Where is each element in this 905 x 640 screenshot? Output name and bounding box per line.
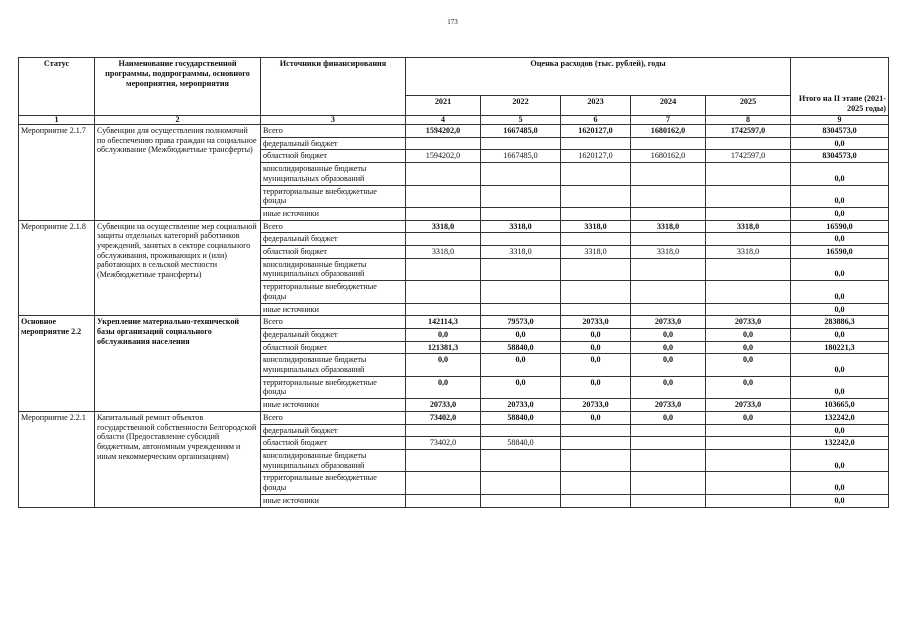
year-value-cell <box>706 137 791 150</box>
year-value-cell <box>481 163 561 185</box>
status-cell: Мероприятие 2.1.7 <box>19 125 95 221</box>
year-value-cell: 1667485,0 <box>481 125 561 138</box>
funding-source-cell: областной бюджет <box>261 150 406 163</box>
year-value-cell: 3318,0 <box>406 220 481 233</box>
status-cell: Мероприятие 2.1.8 <box>19 220 95 316</box>
year-value-cell <box>406 424 481 437</box>
year-value-cell <box>561 472 631 494</box>
year-value-cell: 1620127,0 <box>561 125 631 138</box>
year-value-cell: 3318,0 <box>561 246 631 259</box>
year-value-cell <box>406 281 481 303</box>
total-value-cell: 0,0 <box>791 233 889 246</box>
total-value-cell: 0,0 <box>791 354 889 376</box>
year-value-cell <box>481 233 561 246</box>
year-value-cell <box>706 207 791 220</box>
year-value-cell: 1742597,0 <box>706 150 791 163</box>
activity-name-cell: Субвенции на осуществление мер социальной защиты отдельных категорий работников учреждений, занятых в секторе социального обслуживания, проживающих и (или) работающих в сельской местности (Межбюджетные трансферты) <box>95 220 261 316</box>
total-value-cell: 8304573,0 <box>791 150 889 163</box>
year-value-cell: 1680162,0 <box>631 125 706 138</box>
year-value-cell: 1620127,0 <box>561 150 631 163</box>
year-value-cell: 0,0 <box>706 376 791 398</box>
year-value-cell: 20733,0 <box>631 399 706 412</box>
year-value-cell: 0,0 <box>406 354 481 376</box>
year-value-cell: 0,0 <box>561 341 631 354</box>
year-value-cell: 0,0 <box>406 328 481 341</box>
year-value-cell: 0,0 <box>706 328 791 341</box>
year-value-cell <box>631 163 706 185</box>
year-value-cell <box>631 207 706 220</box>
year-value-cell <box>706 449 791 471</box>
year-value-cell <box>631 437 706 450</box>
header-year: 2021 <box>406 96 481 116</box>
year-value-cell <box>406 207 481 220</box>
year-value-cell: 20733,0 <box>706 316 791 329</box>
year-value-cell <box>706 494 791 507</box>
col-number: 8 <box>706 116 791 125</box>
header-total: Итого на II этапе (2021-2025 годы) <box>791 58 889 116</box>
total-value-cell: 0,0 <box>791 303 889 316</box>
year-value-cell <box>561 137 631 150</box>
year-value-cell: 20733,0 <box>561 316 631 329</box>
total-value-cell: 132242,0 <box>791 411 889 424</box>
year-value-cell <box>631 233 706 246</box>
column-number-row <box>19 116 889 125</box>
year-value-cell <box>481 449 561 471</box>
funding-source-cell: областной бюджет <box>261 341 406 354</box>
year-value-cell: 0,0 <box>561 376 631 398</box>
year-value-cell <box>561 437 631 450</box>
col-number: 2 <box>95 116 261 125</box>
year-value-cell: 20733,0 <box>481 399 561 412</box>
year-value-cell <box>561 424 631 437</box>
year-value-cell <box>631 258 706 280</box>
year-value-cell <box>561 281 631 303</box>
year-value-cell: 20733,0 <box>706 399 791 412</box>
year-value-cell <box>561 207 631 220</box>
year-value-cell: 0,0 <box>706 411 791 424</box>
header-sources: Источники финансирования <box>261 58 406 116</box>
year-value-cell: 79573,0 <box>481 316 561 329</box>
budget-table <box>18 57 889 508</box>
header-year: 2022 <box>481 96 561 116</box>
funding-source-cell: федеральный бюджет <box>261 137 406 150</box>
table-row <box>19 220 889 233</box>
funding-source-cell: Всего <box>261 220 406 233</box>
activity-name-cell: Субвенции для осуществления полномочий по обеспечению права граждан на социальное обслуживание (Межбюджетные трансферты) <box>95 125 261 221</box>
year-value-cell <box>706 472 791 494</box>
total-value-cell: 132242,0 <box>791 437 889 450</box>
total-value-cell: 0,0 <box>791 472 889 494</box>
year-value-cell: 0,0 <box>406 376 481 398</box>
funding-source-cell: консолидированные бюджеты муниципальных образований <box>261 163 406 185</box>
year-value-cell <box>406 137 481 150</box>
funding-source-cell: Всего <box>261 411 406 424</box>
year-value-cell: 58840,0 <box>481 411 561 424</box>
header-status: Статус <box>19 58 95 116</box>
funding-source-cell: консолидированные бюджеты муниципальных образований <box>261 258 406 280</box>
year-value-cell: 3318,0 <box>561 220 631 233</box>
year-value-cell: 73402,0 <box>406 411 481 424</box>
year-value-cell: 0,0 <box>631 328 706 341</box>
year-value-cell <box>561 449 631 471</box>
year-value-cell <box>631 281 706 303</box>
total-value-cell: 103665,0 <box>791 399 889 412</box>
total-value-cell: 0,0 <box>791 449 889 471</box>
year-value-cell <box>561 185 631 207</box>
year-value-cell: 1594202,0 <box>406 150 481 163</box>
year-value-cell <box>631 303 706 316</box>
funding-source-cell: территориальные внебюджетные фонды <box>261 376 406 398</box>
total-value-cell: 16590,0 <box>791 220 889 233</box>
header-year: 2025 <box>706 96 791 116</box>
year-value-cell: 1667485,0 <box>481 150 561 163</box>
total-value-cell: 0,0 <box>791 376 889 398</box>
col-number: 5 <box>481 116 561 125</box>
year-value-cell: 20733,0 <box>561 399 631 412</box>
table-row <box>19 316 889 329</box>
year-value-cell <box>706 424 791 437</box>
year-value-cell: 3318,0 <box>706 246 791 259</box>
funding-source-cell: областной бюджет <box>261 246 406 259</box>
year-value-cell: 20733,0 <box>406 399 481 412</box>
status-cell: Основное мероприятие 2.2 <box>19 316 95 412</box>
funding-source-cell: консолидированные бюджеты муниципальных образований <box>261 449 406 471</box>
funding-source-cell: консолидированные бюджеты муниципальных образований <box>261 354 406 376</box>
funding-source-cell: Всего <box>261 125 406 138</box>
year-value-cell: 0,0 <box>481 328 561 341</box>
total-value-cell: 283886,3 <box>791 316 889 329</box>
funding-source-cell: федеральный бюджет <box>261 233 406 246</box>
year-value-cell <box>481 494 561 507</box>
year-value-cell <box>481 137 561 150</box>
year-value-cell <box>561 163 631 185</box>
year-value-cell: 3318,0 <box>631 220 706 233</box>
total-value-cell: 180221,3 <box>791 341 889 354</box>
total-value-cell: 0,0 <box>791 163 889 185</box>
year-value-cell <box>406 233 481 246</box>
year-value-cell: 0,0 <box>561 354 631 376</box>
year-value-cell: 0,0 <box>706 341 791 354</box>
year-value-cell: 0,0 <box>481 354 561 376</box>
year-value-cell <box>706 303 791 316</box>
year-value-cell <box>406 472 481 494</box>
year-value-cell <box>406 258 481 280</box>
year-value-cell: 73402,0 <box>406 437 481 450</box>
year-value-cell: 58840,0 <box>481 437 561 450</box>
year-value-cell <box>706 163 791 185</box>
year-value-cell: 0,0 <box>561 328 631 341</box>
year-value-cell: 0,0 <box>631 376 706 398</box>
year-value-cell <box>406 494 481 507</box>
year-value-cell: 20733,0 <box>631 316 706 329</box>
funding-source-cell: иные источники <box>261 303 406 316</box>
year-value-cell <box>631 424 706 437</box>
year-value-cell: 0,0 <box>561 411 631 424</box>
year-value-cell: 142114,3 <box>406 316 481 329</box>
year-value-cell <box>631 185 706 207</box>
year-value-cell <box>706 258 791 280</box>
year-value-cell <box>481 207 561 220</box>
total-value-cell: 0,0 <box>791 137 889 150</box>
year-value-cell <box>481 185 561 207</box>
total-value-cell: 0,0 <box>791 328 889 341</box>
year-value-cell <box>631 472 706 494</box>
year-value-cell: 0,0 <box>706 354 791 376</box>
total-value-cell: 16590,0 <box>791 246 889 259</box>
funding-source-cell: территориальные внебюджетные фонды <box>261 185 406 207</box>
col-number: 7 <box>631 116 706 125</box>
total-value-cell: 0,0 <box>791 185 889 207</box>
col-number: 6 <box>561 116 631 125</box>
status-cell: Мероприятие 2.2.1 <box>19 411 95 507</box>
header-name: Наименование государственной программы, подпрограммы, основного мероприятия, мероприятия <box>95 58 261 116</box>
year-value-cell: 1742597,0 <box>706 125 791 138</box>
col-number: 4 <box>406 116 481 125</box>
year-value-cell <box>561 233 631 246</box>
funding-source-cell: областной бюджет <box>261 437 406 450</box>
year-value-cell <box>561 303 631 316</box>
header-year: 2024 <box>631 96 706 116</box>
funding-source-cell: иные источники <box>261 494 406 507</box>
year-value-cell <box>706 281 791 303</box>
year-value-cell: 3318,0 <box>706 220 791 233</box>
table-row <box>19 125 889 138</box>
year-value-cell: 3318,0 <box>481 246 561 259</box>
year-value-cell <box>631 137 706 150</box>
year-value-cell: 0,0 <box>631 354 706 376</box>
activity-name-cell: Укрепление материально-технической базы организаций социального обслуживания населения <box>95 316 261 412</box>
year-value-cell: 3318,0 <box>481 220 561 233</box>
year-value-cell: 0,0 <box>631 411 706 424</box>
header-estimate: Оценка расходов (тыс. рублей), годы <box>406 58 791 96</box>
table-row <box>19 411 889 424</box>
year-value-cell <box>631 449 706 471</box>
funding-source-cell: территориальные внебюджетные фонды <box>261 472 406 494</box>
year-value-cell: 58840,0 <box>481 341 561 354</box>
funding-source-cell: федеральный бюджет <box>261 424 406 437</box>
year-value-cell <box>481 424 561 437</box>
year-value-cell <box>561 494 631 507</box>
funding-source-cell: иные источники <box>261 399 406 412</box>
page-number: 173 <box>447 18 458 26</box>
year-value-cell: 1680162,0 <box>631 150 706 163</box>
year-value-cell <box>561 258 631 280</box>
col-number: 3 <box>261 116 406 125</box>
year-value-cell: 3318,0 <box>406 246 481 259</box>
total-value-cell: 0,0 <box>791 258 889 280</box>
total-value-cell: 0,0 <box>791 424 889 437</box>
total-value-cell: 0,0 <box>791 207 889 220</box>
funding-source-cell: иные источники <box>261 207 406 220</box>
activity-name-cell: Капитальный ремонт объектов государственной собственности Белгородской области (Предоставление субсидий бюджетным, автономным учреждениям и иным некоммерческим организациям) <box>95 411 261 507</box>
col-number: 1 <box>19 116 95 125</box>
year-value-cell <box>481 472 561 494</box>
year-value-cell <box>406 163 481 185</box>
year-value-cell <box>706 185 791 207</box>
year-value-cell <box>631 494 706 507</box>
year-value-cell <box>406 449 481 471</box>
year-value-cell: 0,0 <box>631 341 706 354</box>
year-value-cell: 3318,0 <box>631 246 706 259</box>
total-value-cell: 0,0 <box>791 494 889 507</box>
year-value-cell <box>406 185 481 207</box>
funding-source-cell: Всего <box>261 316 406 329</box>
year-value-cell: 1594202,0 <box>406 125 481 138</box>
year-value-cell <box>406 303 481 316</box>
year-value-cell <box>481 281 561 303</box>
year-value-cell <box>706 233 791 246</box>
funding-source-cell: федеральный бюджет <box>261 328 406 341</box>
year-value-cell <box>481 303 561 316</box>
year-value-cell: 121381,3 <box>406 341 481 354</box>
col-number: 9 <box>791 116 889 125</box>
year-value-cell <box>706 437 791 450</box>
year-value-cell: 0,0 <box>481 376 561 398</box>
total-value-cell: 0,0 <box>791 281 889 303</box>
header-year: 2023 <box>561 96 631 116</box>
year-value-cell <box>481 258 561 280</box>
total-value-cell: 8304573,0 <box>791 125 889 138</box>
funding-source-cell: территориальные внебюджетные фонды <box>261 281 406 303</box>
